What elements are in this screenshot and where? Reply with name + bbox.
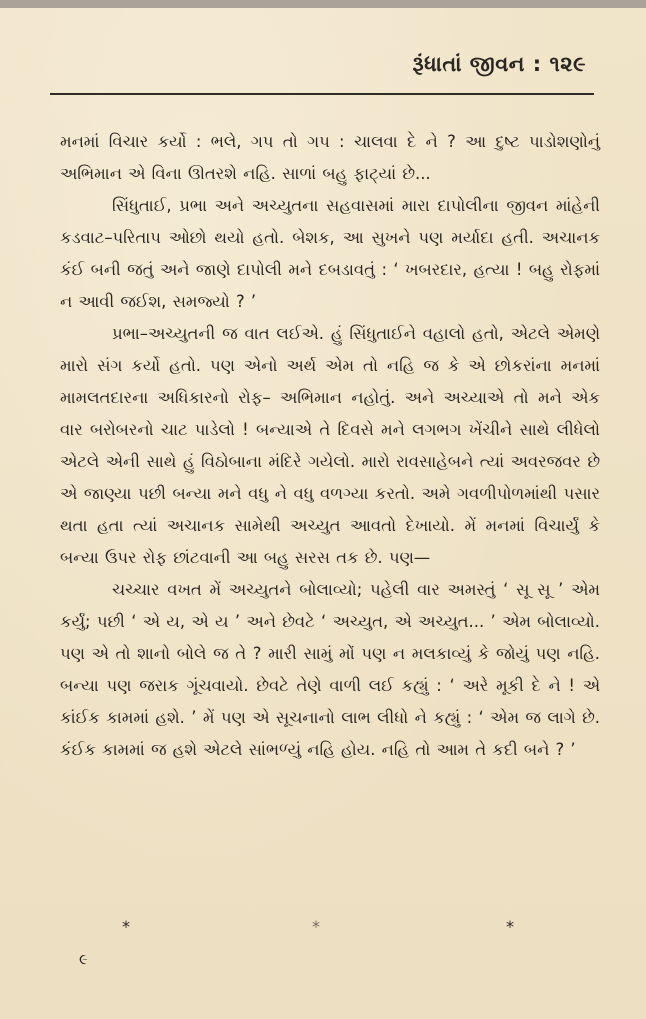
section-break (86, 917, 546, 937)
top-edge-band (0, 0, 646, 8)
body-text (60, 126, 600, 766)
paragraph-4: ચચ્ચાર વખત મેં અચ્યુતને બોલાવ્યો; પહેલી વાર અમસ્તું ‘ સૂ સૂ ’ એમ કર્યું; પછી ‘ એ ય, એ ય ’ અને છેવટે ‘ અચ્યુત, એ અચ્યુત... ’ એમ બોલાવ્યો. પણ એ તો શાનો બોલે જ તે ? મારી સામું મોં પણ ન મલકાવ્યું કે જોયું પણ નહિ. બન્યા પણ જરાક ગૂંચવાયો. છેવટે તેણે વાળી લઈ કહ્યું : ‘ અરે મૂકી દે ને ! એ કાંઈક કામમાં હશે. ’ મેં પણ એ સૂચનાનો લાભ લીધો ને કહ્યું : ‘ એમ જ લાગે છે. કંઈક કામમાં જ હશે એટલે સાંભળ્યું નહિ હોય. નહિ તો આમ તે કદી બને ? ’ (60, 580, 600, 759)
section-break-star: * (506, 917, 514, 936)
header-rule (50, 93, 594, 95)
section-break-star: * (122, 917, 130, 936)
running-head: રૂંધાતાં જીવન : ૧૨૯ (412, 52, 586, 76)
paragraph-2: સિંધુતાઈ, પ્રભા અને અચ્યુતના સહવાસમાં મારા દાપોલીના જીવન માંહેની કડવાટ–પરિતાપ ઓછો થયો હતો. બેશક, આ સુખને પણ મર્યાદા હતી. અચાનક કંઈ બની જતું અને જાણે દાપોલી મને દબડાવતું : ‘ ખબરદાર, હત્યા ! બહુ રોફમાં ન આવી જઈશ, સમજ્યો ? ’ (60, 196, 600, 311)
paragraph-1: મનમાં વિચાર કર્યો : ભલે, ગપ તો ગપ : ચાલવા દે ને ? આ દુષ્ટ પાડોશણોનું અભિમાન એ વિના ઊતરશે નહિ. સાળાં બહુ ફાટ્યાં છે... (60, 132, 600, 183)
section-break-star: * (312, 917, 320, 936)
signature-mark: ૯ (79, 950, 88, 968)
paragraph-3: પ્રભા–અચ્યુતની જ વાત લઈએ. હું સિંધુતાઈને વહાલો હતો, એટલે એમણે મારો સંગ કર્યો હતો. પણ એનો અર્થ એમ તો નહિ જ કે એ છોકરાંના મનમાં મામલતદારના અધિકારનો રોફ– અભિમાન નહોતું. અને અચ્યાએ તો મને એક વાર બરોબરનો ચાટ પાડેલો ! બન્યાએ તે દિવસે મને લગભગ ખેંચીને સાથે લીધેલો એટલે એની સાથે હું વિઠોબાના મંદિરે ગયેલો. મારો રાવસાહેબને ત્યાં અવરજવર છે એ જાણ્યા પછી બન્યા મને વધુ ને વધુ વળગ્યા કરતો. અમે ગવળીપોળમાંથી પસાર થતા હતા ત્યાં અચાનક સામેથી અચ્યુત આવતો દેખાયો. મેં મનમાં વિચાર્યું કે બન્યા ઉપર રોફ છાંટવાની આ બહુ સરસ તક છે. પણ— (60, 324, 600, 567)
